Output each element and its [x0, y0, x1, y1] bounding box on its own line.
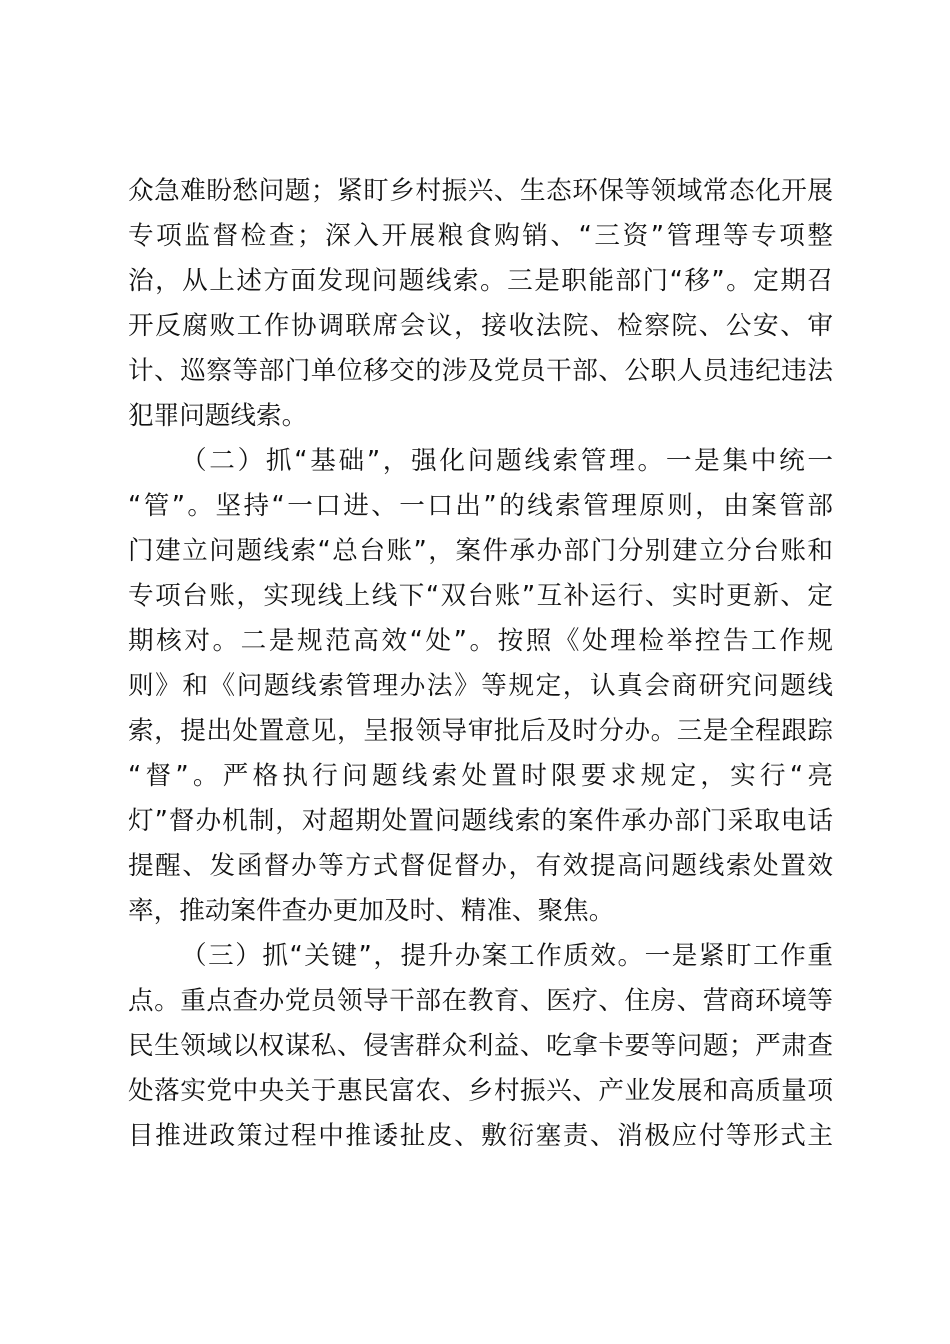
text-line: 开反腐败工作协调联席会议，接收法院、检察院、公安、审: [128, 311, 833, 341]
section-heading-line: （三）抓“关键”，提升办案工作质效。一是紧盯工作重: [181, 941, 833, 971]
text-line: “管”。坚持“一口进、一口出”的线索管理原则，由案管部: [128, 491, 833, 521]
section-heading-line: （二）抓“基础”，强化问题线索管理。一是集中统一: [181, 446, 833, 476]
text-line: 众急难盼愁问题；紧盯乡村振兴、生态环保等领域常态化开展: [128, 176, 833, 206]
text-line: 则》和《问题线索管理办法》等规定，认真会商研究问题线: [128, 671, 833, 701]
text-line: 点。重点查办党员领导干部在教育、医疗、住房、营商环境等: [128, 986, 833, 1016]
text-line: 目推进政策过程中推诿扯皮、敷衍塞责、消极应付等形式主: [128, 1121, 833, 1151]
text-line: 犯罪问题线索。: [128, 401, 308, 431]
text-line: 率，推动案件查办更加及时、精准、聚焦。: [128, 896, 615, 926]
text-line: 民生领域以权谋私、侵害群众利益、吃拿卡要等问题；严肃查: [128, 1031, 833, 1061]
text-line: 计、巡察等部门单位移交的涉及党员干部、公职人员违纪违法: [128, 356, 833, 386]
text-line: 期核对。二是规范高效“处”。按照《处理检举控告工作规: [128, 626, 833, 656]
text-line: 专项监督检查；深入开展粮食购销、“三资”管理等专项整: [128, 221, 833, 251]
text-line: “督”。严格执行问题线索处置时限要求规定，实行“亮: [128, 761, 833, 791]
text-line: 治，从上述方面发现问题线索。三是职能部门“移”。定期召: [128, 266, 833, 296]
text-line: 提醒、发函督办等方式督促督办，有效提高问题线索处置效: [128, 851, 833, 881]
text-line: 专项台账，实现线上线下“双台账”互补运行、实时更新、定: [128, 581, 833, 611]
text-line: 灯”督办机制，对超期处置问题线索的案件承办部门采取电话: [128, 806, 833, 836]
text-line: 索，提出处置意见，呈报领导审批后及时分办。三是全程跟踪: [128, 716, 833, 746]
text-line: 处落实党中央关于惠民富农、乡村振兴、产业发展和高质量项: [128, 1076, 833, 1106]
text-line: 门建立问题线索“总台账”，案件承办部门分别建立分台账和: [128, 536, 833, 566]
